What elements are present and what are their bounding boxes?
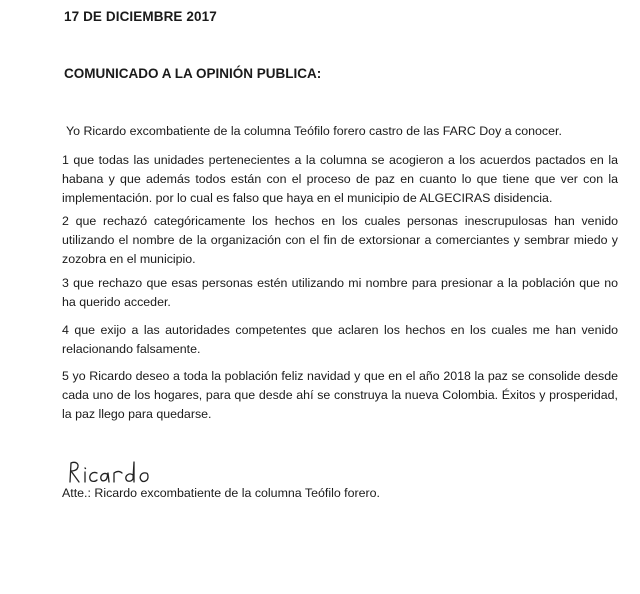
paragraph-4: 4 que exijo a las autoridades competentes que aclaren los hechos en los cuales me han venido relacionando falsamente. — [62, 323, 618, 356]
paragraph-2: 2 que rechazó categóricamente los hechos en los cuales personas inescrupulosas han venido utilizando el nombre de la organización con el fin de extorsionar a comerciantes y sembrar miedo y zozobra en el municipio. — [62, 214, 618, 266]
paragraph-1: 1 que todas las unidades pertenecientes a la columna se acogieron a los acuerdos pactados en la habana y que además todos están con el proceso de paz en cuanto lo que tiene que ver con la implementación. por lo cual es falso que haya en el municipio de ALGECIRAS disidencia. — [62, 153, 618, 205]
paragraph-3: 3 que rechazo que esas personas estén utilizando mi nombre para presionar a la población que no ha querido acceder. — [62, 276, 618, 309]
intro-paragraph: Yo Ricardo excombatiente de la columna Teófilo forero castro de las FARC Doy a conocer. — [66, 124, 562, 138]
letter-heading: COMUNICADO A LA OPINIÓN PUBLICA: — [64, 66, 322, 81]
handwritten-signature — [66, 458, 166, 486]
closing-line: Atte.: Ricardo excombatiente de la columna Teófilo forero. — [62, 486, 380, 500]
paragraph-5: 5 yo Ricardo deseo a toda la población feliz navidad y que en el año 2018 la paz se consolide desde cada uno de los hogares, para que desde ahí se construya la nueva Colombia. Éxitos y prosperidad, la paz llego para quedarse. — [62, 369, 618, 421]
signature-graphic — [66, 458, 166, 486]
letter-date: 17 DE DICIEMBRE 2017 — [64, 9, 217, 24]
